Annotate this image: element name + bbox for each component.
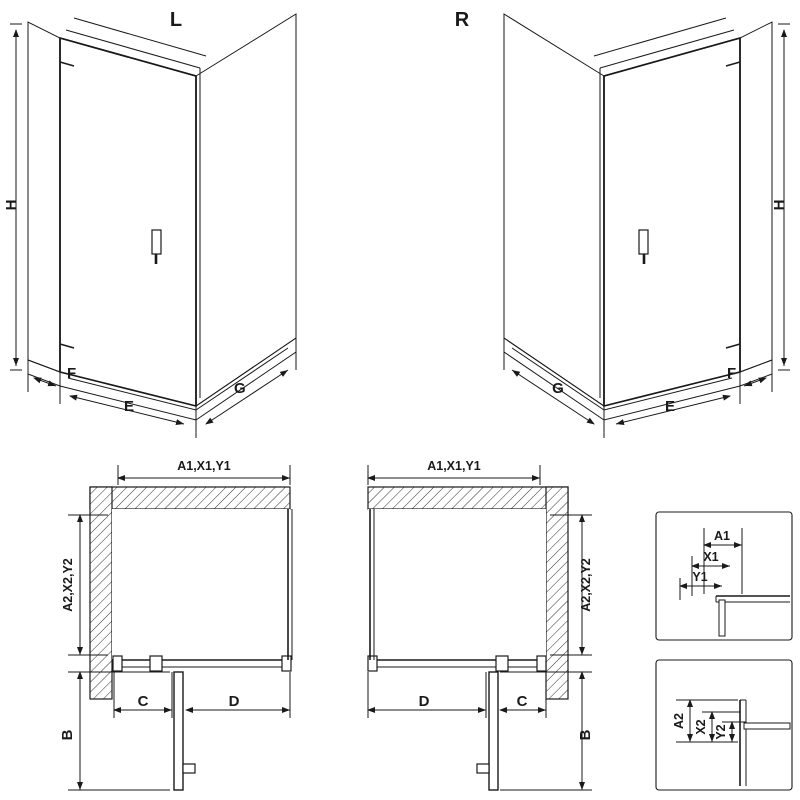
detail-bottom-label-X2: X2	[694, 719, 708, 735]
isometric-view-left	[3, 9, 296, 438]
detail-bottom-label-A2: A2	[672, 713, 686, 729]
plan-right-top-dim: A1,X1,Y1	[427, 459, 481, 473]
plan-left-wall-side	[90, 487, 112, 699]
detail-top-label-X1: X1	[703, 550, 719, 564]
iso-right-title: R	[454, 9, 470, 31]
plan-view-right	[368, 459, 594, 790]
plan-right-depth-dim: B	[577, 729, 594, 741]
iso-right-label-H: H	[771, 199, 788, 211]
iso-right-label-F: F	[727, 365, 737, 382]
detail-top-label-A1: A1	[714, 529, 730, 543]
iso-right-label-G: G	[552, 380, 564, 397]
door-handle-right	[639, 230, 648, 264]
plan-left-top-dim: A1,X1,Y1	[177, 459, 231, 473]
detail-top-label-Y1: Y1	[692, 570, 708, 584]
plan-right-side-dim: A2,X2,Y2	[579, 558, 593, 612]
plan-right-wall-side	[546, 487, 568, 699]
iso-left-label-G: G	[234, 380, 246, 397]
plan-left-dim-C: C	[137, 693, 149, 710]
detail-view-bottom	[656, 660, 792, 790]
iso-left-label-F: F	[67, 365, 77, 382]
isometric-view-right	[455, 9, 790, 438]
plan-right-wall-top	[368, 487, 568, 509]
door-handle-left	[152, 230, 161, 264]
iso-left-label-H: H	[3, 199, 20, 211]
plan-right-dim-C: C	[516, 693, 528, 710]
plan-left-side-dim: A2,X2,Y2	[61, 558, 75, 612]
detail-view-top	[656, 512, 792, 640]
iso-left-title: L	[169, 9, 183, 31]
plan-view-left	[59, 459, 292, 790]
iso-left-label-E: E	[124, 398, 135, 415]
detail-bottom-label-Y2: Y2	[714, 724, 728, 740]
plan-left-depth-dim: B	[59, 729, 76, 741]
plan-right-dim-D: D	[418, 693, 430, 710]
iso-right-label-E: E	[664, 398, 676, 415]
plan-left-dim-D: D	[228, 693, 240, 710]
plan-left-wall-top	[90, 487, 290, 509]
